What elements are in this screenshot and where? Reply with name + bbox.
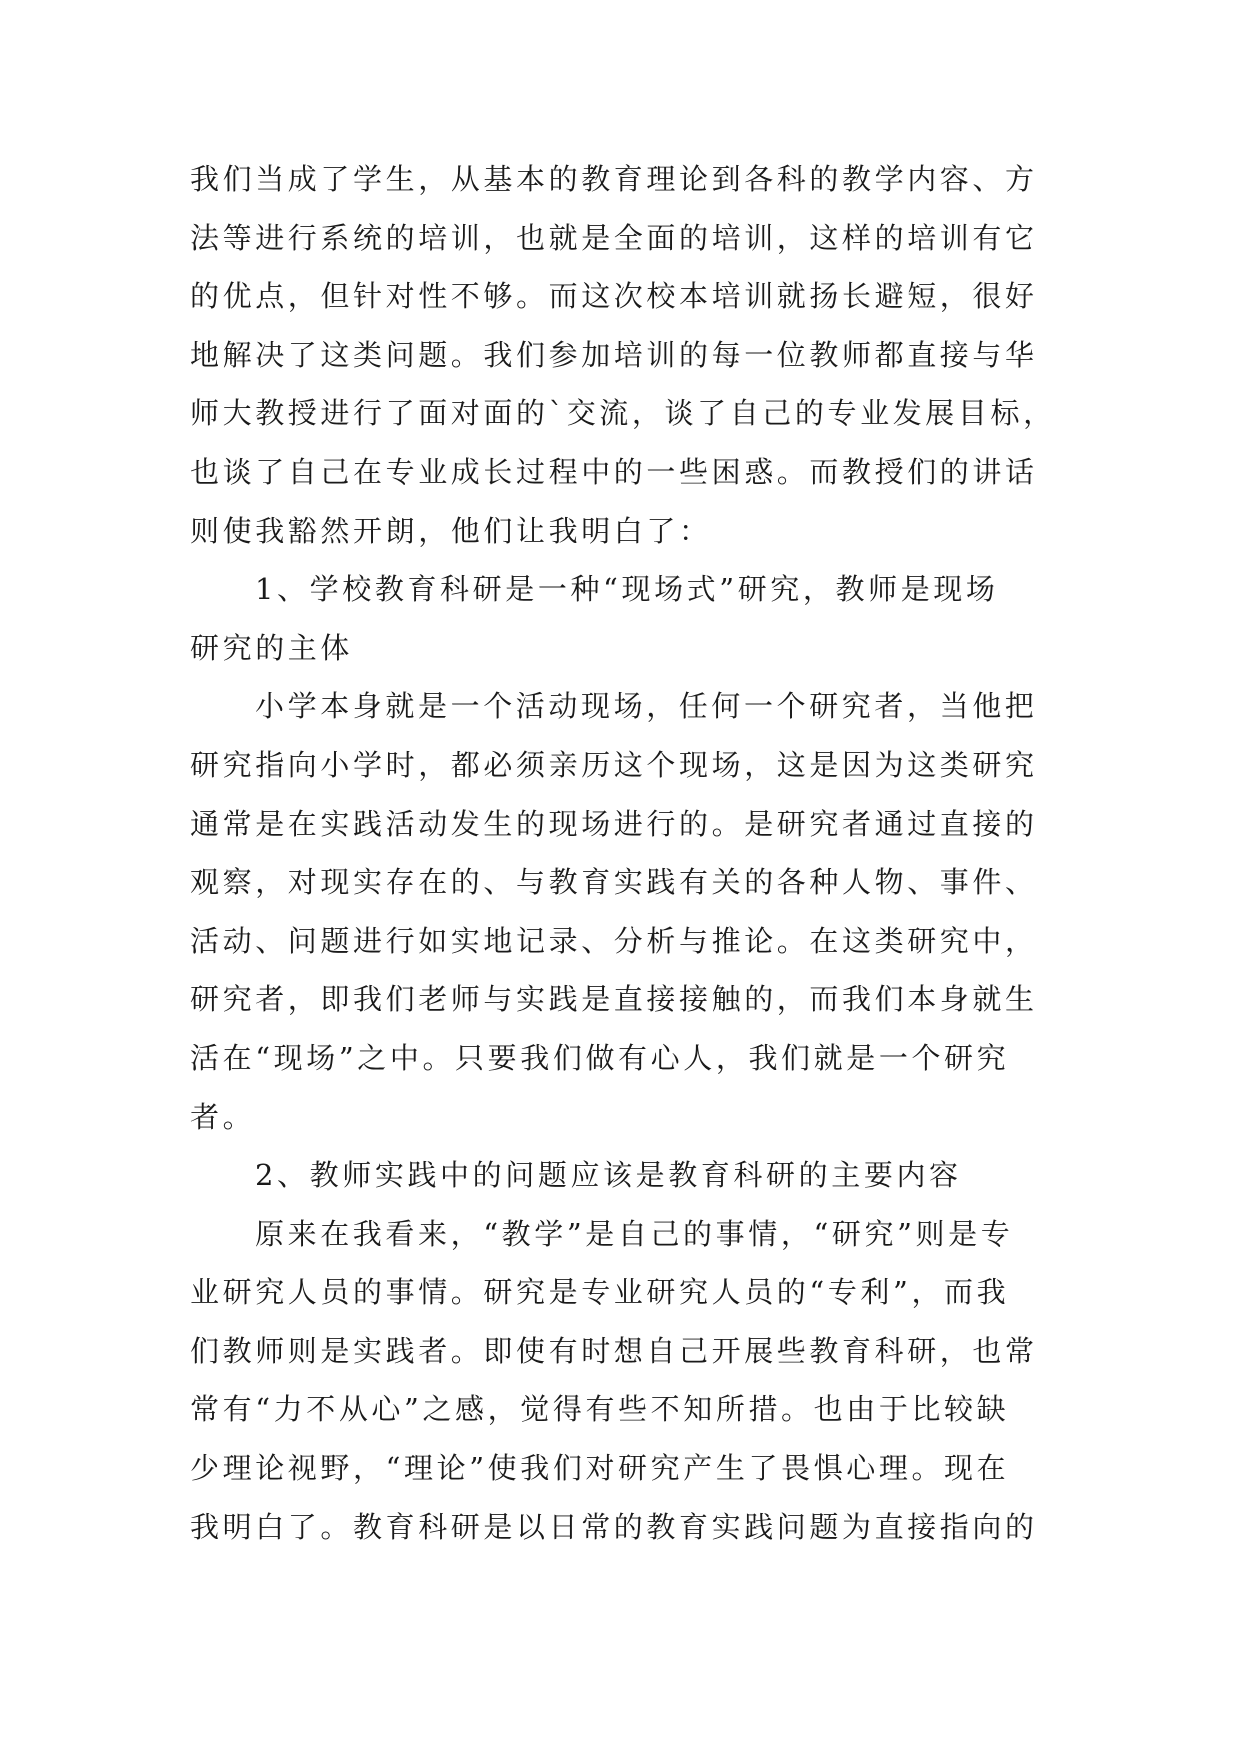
text-line: 我明白了。教育科研是以日常的教育实践问题为直接指向的 xyxy=(190,1509,1038,1544)
text-line: 活动、问题进行如实地记录、分析与推论。在这类研究中， xyxy=(190,923,1038,958)
text-line: 也谈了自己在专业成长过程中的一些困惑。而教授们的讲话 xyxy=(190,454,1038,489)
text-line: 活在“现场”之中。只要我们做有心人，我们就是一个研究 xyxy=(190,1040,1010,1075)
text-line: 们教师则是实践者。即使有时想自己开展些教育科研，也常 xyxy=(190,1333,1038,1368)
text-line: 研究的主体 xyxy=(190,630,354,665)
text-line: 业研究人员的事情。研究是专业研究人员的“专利”，而我 xyxy=(190,1275,1010,1310)
text-line: 观察，对现实存在的、与教育实践有关的各种人物、事件、 xyxy=(190,865,1038,900)
paragraph-start: 小学本身就是一个活动现场，任何一个研究者，当他把 xyxy=(255,689,1038,724)
body-text xyxy=(190,150,1070,1556)
text-line: 的优点，但针对性不够。而这次校本培训就扬长避短，很好 xyxy=(190,279,1038,314)
text-line: 常有“力不从心”之感，觉得有些不知所措。也由于比较缺 xyxy=(190,1392,1010,1427)
text-line: 研究者，即我们老师与实践是直接接触的，而我们本身就生 xyxy=(190,982,1038,1017)
text-line: 少理论视野，“理论”使我们对研究产生了畏惧心理。现在 xyxy=(190,1451,1010,1486)
text-line: 通常是在实践活动发生的现场进行的。是研究者通过直接的 xyxy=(190,806,1038,841)
text-line: 师大教授进行了面对面的`交流，谈了自己的专业发展目标， xyxy=(190,396,1056,431)
section-heading-1: 1、学校教育科研是一种“现场式”研究，教师是现场 xyxy=(255,572,999,607)
text-line: 研究指向小学时，都必须亲历这个现场，这是因为这类研究 xyxy=(190,747,1038,782)
paragraph-start: 原来在我看来，“教学”是自己的事情，“研究”则是专 xyxy=(255,1216,1014,1251)
text-line: 者。 xyxy=(190,1099,256,1134)
text-line: 则使我豁然开朗，他们让我明白了： xyxy=(190,513,712,548)
text-line: 法等进行系统的培训，也就是全面的培训，这样的培训有它 xyxy=(190,220,1038,255)
text-line: 我们当成了学生，从基本的教育理论到各科的教学内容、方 xyxy=(190,162,1038,196)
text-line: 地解决了这类问题。我们参加培训的每一位教师都直接与华 xyxy=(190,337,1038,372)
section-heading-2: 2、教师实践中的问题应该是教育科研的主要内容 xyxy=(255,1158,962,1193)
